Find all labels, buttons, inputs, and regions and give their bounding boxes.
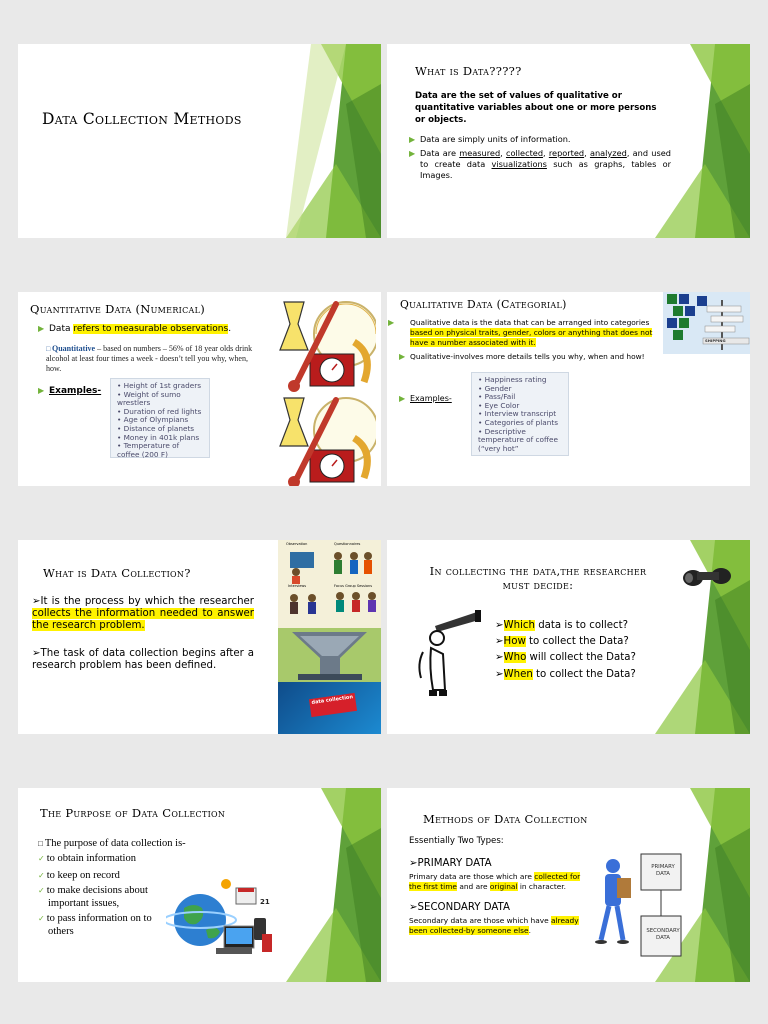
triangle-bullet-icon: ▶: [399, 394, 406, 403]
list-item: • Gender: [478, 385, 562, 394]
list-item: • Pass/Fail: [478, 393, 562, 402]
paragraph-1: ➢It is the process by which the researcher collects the information needed to answer the research problem.: [32, 596, 254, 631]
bullet-1: ▶ Qualitative data is the data that can be arranged into categories based on physical traits, gender, colors or anything that does not have a number associated with it.: [388, 318, 653, 347]
slide-title: Methods of Data Collection: [423, 812, 588, 826]
bullet-2: ▶ Data are measured, collected, reported, analyzed, and used to create data visualizations such as graphs, tables or Images.: [409, 148, 671, 180]
slide-7: [18, 788, 381, 982]
bullet-1: ▶ Data refers to measurable observations.: [38, 324, 232, 334]
slide-1: [18, 44, 381, 238]
list-item: • Duration of red lights: [117, 408, 203, 417]
triangle-bullet-icon: ▶: [409, 149, 416, 158]
list-item: • Descriptive temperature of coffee (“very hot”: [478, 428, 562, 454]
list-item: ✓ to pass information on to others: [38, 913, 152, 937]
title-line: must decide:: [502, 578, 574, 592]
list-item: • Distance of planets: [117, 425, 203, 434]
examples-label: ▶ Examples-: [399, 394, 452, 403]
green-decoration: [286, 788, 381, 982]
list-item: • Height of 1st graders: [117, 382, 203, 391]
funnel-icon: [278, 628, 381, 682]
slide-6: [387, 540, 750, 734]
primary-data-box-label: PRIMARY DATA: [651, 864, 675, 877]
slide-4: [387, 292, 750, 486]
person-telescope-icon: [415, 608, 485, 698]
keyboard-image: [278, 682, 381, 734]
slide-2: [387, 44, 750, 238]
list-item: ✓ to make decisions about important issues,: [38, 885, 148, 909]
collage-grid: [278, 540, 381, 628]
examples-box: [110, 378, 210, 458]
paragraph-2: ➢The task of data collection begins after a research problem has been defined.: [32, 648, 254, 671]
triangle-bullet-icon: ▶: [388, 318, 395, 327]
slide-title: Quantitative Data (Numerical): [30, 302, 205, 316]
triangle-bullet-icon: ▶: [38, 386, 45, 395]
keyboard-key: data collection: [309, 693, 357, 717]
collage-label: Questionnaires: [334, 542, 361, 546]
signpost-image: [663, 292, 750, 354]
examples-box: [471, 372, 569, 456]
list-item: • Categories of plants: [478, 419, 562, 428]
decision-list: [495, 618, 636, 683]
list-item: • Age of Olympians: [117, 416, 203, 425]
slide-title: What is Data Collection?: [43, 566, 191, 580]
triangle-bullet-icon: ▶: [409, 135, 416, 144]
primary-text: Primary data are those which are collected for the first time and are original in character.: [409, 872, 581, 891]
list-item: ➢Which data is to collect?: [495, 620, 628, 631]
secondary-data-box-label: SECONDARY DATA: [646, 928, 680, 941]
triangle-bullet-icon: ▶: [38, 324, 45, 333]
slide-title: Qualitative Data (Categorial): [400, 298, 567, 311]
list-item: • Eye Color: [478, 402, 562, 411]
list-item: ✓ to keep on record: [38, 870, 120, 881]
purpose-list: [38, 852, 178, 938]
list-item: • Weight of sumo wrestlers: [117, 391, 203, 408]
quantitative-quote: □ Quantitative – based on numbers – 56% of 18 year olds drink alcohol at least four times a week - doesn’t tell you why, when, how.: [46, 344, 253, 373]
lead-text: □ The purpose of data collection is-: [38, 838, 186, 849]
list-item: • Interview transcript: [478, 410, 562, 419]
bullet-2: ▶ Qualitative-involves more details tells you why, when and how!: [399, 352, 645, 361]
collage-label: Focus Group Sessions: [334, 584, 373, 588]
slide-8: [387, 788, 750, 982]
collage-label: Interviews: [288, 584, 307, 588]
slide-3: [18, 292, 381, 486]
list-item: • Happiness rating: [478, 376, 562, 385]
triangle-bullet-icon: ▶: [399, 352, 406, 361]
examples-label: ▶ Examples-: [38, 386, 102, 396]
sign-text: SHIPPING: [705, 338, 726, 343]
title-line: In collecting the data,the researcher: [429, 564, 647, 578]
list-item: ➢Who will collect the Data?: [495, 652, 636, 664]
globe-devices-icon: [166, 874, 284, 966]
slide-title: What is Data?????: [415, 64, 522, 78]
bullet-1: ▶ Data are simply units of information.: [409, 134, 571, 144]
list-item: • Temperature of coffee (200 F): [117, 442, 203, 459]
list-item: ➢How to collect the Data?: [495, 636, 629, 648]
green-decoration: [286, 44, 381, 238]
calendar-number: 21: [260, 898, 270, 906]
slide-5: [18, 540, 381, 734]
list-item: • Money in 401k plans: [117, 434, 203, 443]
slide-title: Data Collection Methods: [42, 110, 242, 128]
collage-label: Observation: [286, 542, 308, 546]
secondary-text: Secondary data are those which have already been collected-by someone else.: [409, 916, 579, 935]
primary-heading: ➢PRIMARY DATA: [409, 858, 492, 869]
list-item: ✓ to obtain information: [38, 853, 136, 864]
secondary-heading: ➢SECONDARY DATA: [409, 902, 510, 913]
list-item: ➢When to collect the Data?: [495, 668, 636, 680]
slide-title: [393, 564, 683, 592]
measurement-tools-illustration: [276, 294, 376, 486]
intro-text: Data are the set of values of qualitative or quantitative variables about one or more persons or objects.: [415, 91, 657, 125]
binoculars-icon: [681, 566, 735, 588]
subtitle: Essentially Two Types:: [409, 836, 504, 846]
green-decoration: [655, 44, 750, 238]
slide-title: The Purpose of Data Collection: [40, 806, 226, 820]
data-collection-collage: [278, 540, 381, 734]
signpost-icon: [663, 292, 750, 354]
